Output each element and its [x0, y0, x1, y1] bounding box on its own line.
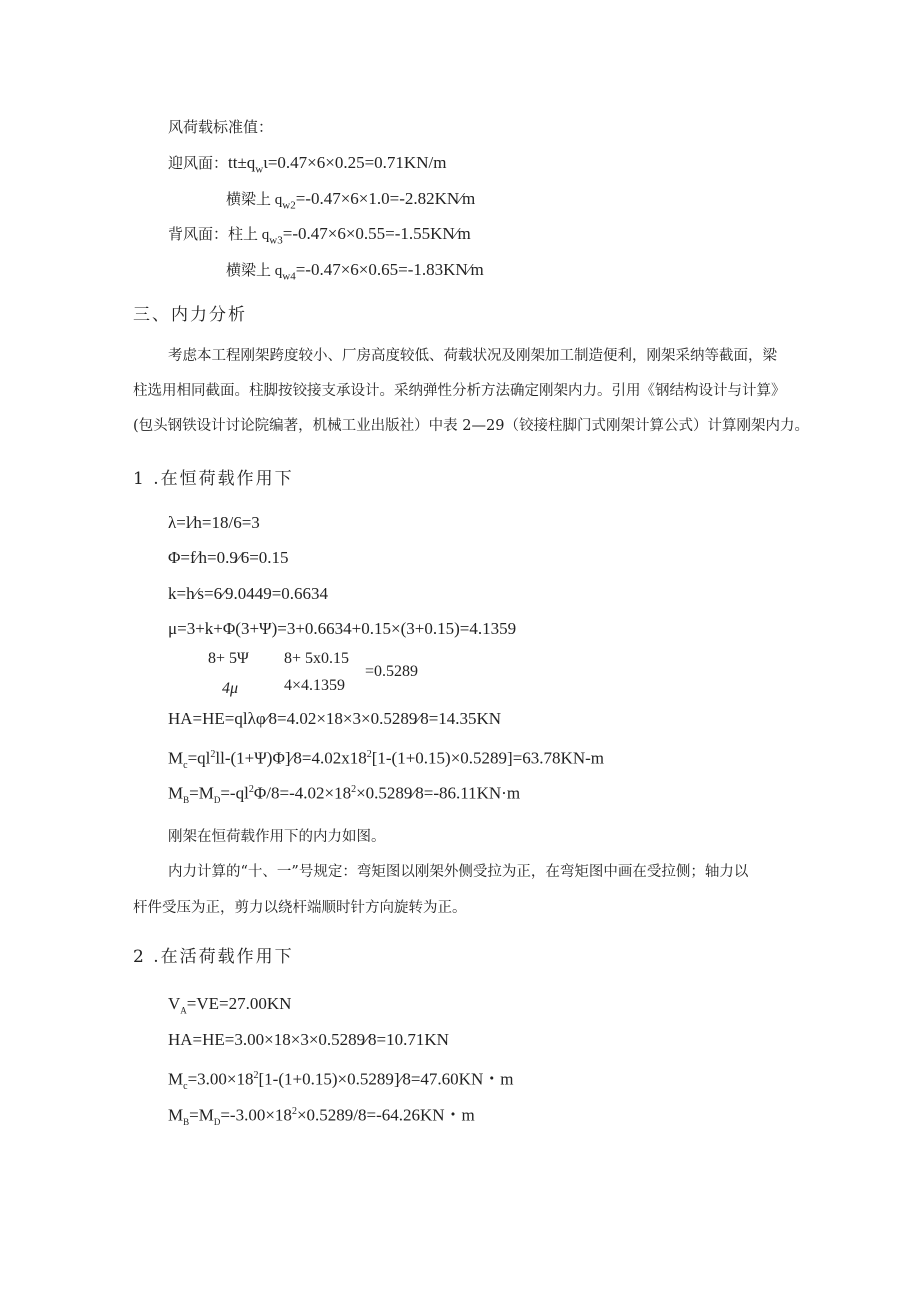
formula-va: $V_A=VE=27.00KN$ [168, 994, 292, 1016]
formula-phi: Φ=f⁄h=0.9⁄6=0.15 [168, 548, 289, 567]
windward-formula: 迎风面：$tt\pm q_w\iota=0.47\times 6\times 0.25=0.71KN/m$ [168, 153, 447, 176]
frac1-denominator: 4μ [222, 680, 239, 697]
section3-heading: 三、内力分析 [133, 305, 247, 325]
formula-mb: $M_B=M_D=-ql^2\Phi/8=-4.02\times 18^2\times 0.5289⁄8=-86.11KN\cdot m$ [168, 783, 521, 806]
windward-beam-formula: 横梁上 $q_{w2}=-0.47\times 6\times 1.0=-2.82KN⁄m$ [226, 189, 476, 212]
section3-para-line3: (包头钢铁设计讨论院编著，机械工业出版社）中表 2—29（铰接柱脚门式刚架计算公式）计算刚架内力。 [133, 418, 809, 434]
formula-mb-live: $M_B=M_D=-3.00\times 18^2\times 0.5289/8=-64.26KN$・m [168, 1105, 475, 1128]
formula-ha: HA=HE=qlλφ⁄8=4.02×18×3×0.5289⁄8=14.35KN [168, 709, 502, 728]
frac2-denominator: 4×4.1359 [284, 677, 346, 694]
formula-ha-live: HA=HE=3.00×18×3×0.5289⁄8=10.71KN [168, 1030, 449, 1049]
formula-mc-live: $M_c=3.00\times 18^2[1-(1+0.15)\times 0.5289]⁄8=47.60KN$・m [168, 1069, 514, 1093]
note-sign-line1: 内力计算的“十、一”号规定：弯矩图以刚架外侧受拉为正，在弯矩图中画在受拉侧；轴力以 [168, 864, 749, 880]
formula-lambda: λ=l⁄h=18/6=3 [168, 513, 260, 532]
section3-para-line2: 柱选用相同截面。柱脚按铰接支承设计。采纳弹性分析方法确定刚架内力。引用《钢结构设计与计算》 [133, 383, 786, 399]
wind-title: 风荷载标准值： [168, 118, 274, 136]
formula-k: k=h⁄s=6⁄9.0449=0.6634 [168, 584, 329, 603]
section3-para-line1: 考虑本工程刚架跨度较小、厂房高度较低、荷载状况及刚架加工制造便利，刚架采纳等截面，梁 [168, 348, 777, 364]
note-sign-line2: 杆件受压为正，剪力以绕杆端顺时针方向旋转为正。 [133, 900, 467, 916]
formula-mu: μ=3+k+Φ(3+Ψ)=3+0.6634+0.15×(3+0.15)=4.1359 [168, 619, 517, 638]
leeward-beam-formula: 横梁上 $q_{w4}=-0.47\times 6\times 0.65=-1.83KN⁄m$ [226, 260, 484, 283]
sub1-heading: 1 .在恒荷载作用下 [133, 469, 294, 489]
leeward-column-formula: 背风面：柱上 $q_{w3}=-0.47\times 6\times 0.55=-1.55KN⁄m$ [168, 224, 471, 247]
sub2-heading: 2 .在活荷载作用下 [133, 947, 294, 967]
frac2-numerator: 8+ 5x0.15 [284, 650, 350, 667]
frac1-numerator: 8+ 5Ψ [208, 650, 249, 667]
frac-result: =0.5289 [365, 663, 419, 680]
formula-mc: $M_c=ql^2ll-(1+\Psi)\Phi]⁄8=4.02x18^2[1-(1+0.15)\times 0.5289]=63.78KN-m$ [168, 748, 604, 772]
note-dead-load: 刚架在恒荷载作用下的内力如图。 [168, 829, 386, 845]
